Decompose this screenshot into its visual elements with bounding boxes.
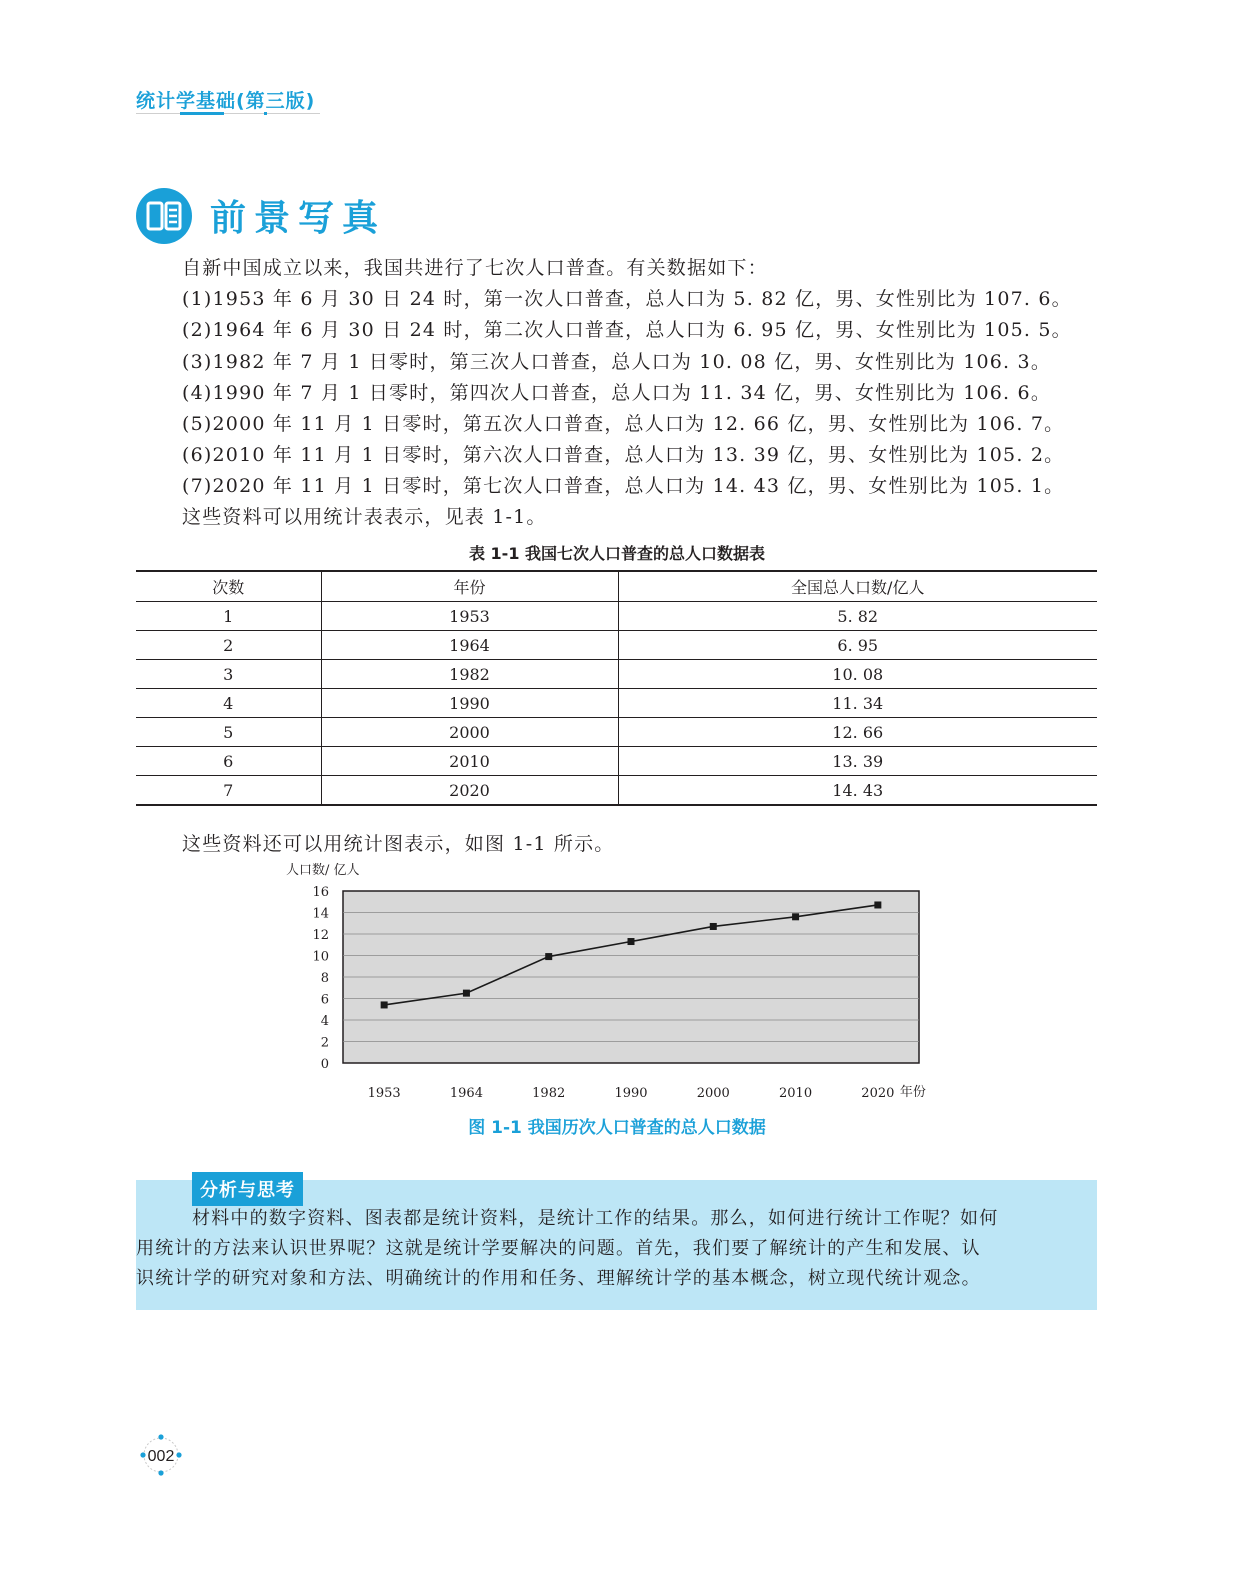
page-number-dot [158, 1434, 163, 1439]
census-table [136, 570, 1097, 806]
table-row [136, 660, 1097, 689]
title-underline-dot [264, 112, 267, 115]
table-row [136, 718, 1097, 747]
y-tick-label: 8 [320, 971, 329, 986]
census-item-6: (6)2010 年 11 月 1 日零时，第六次人口普查，总人口为 13. 39 亿，男、女性别比为 105. 2。 [182, 444, 1065, 466]
table-row [136, 631, 1097, 660]
x-tick-label: 1964 [449, 1086, 483, 1101]
table-cell: 1 [136, 602, 321, 631]
page-number-badge [140, 1434, 182, 1476]
table-row [136, 776, 1097, 806]
section-title: 前景写真 [210, 198, 387, 239]
y-tick-label: 4 [320, 1014, 329, 1029]
y-tick-label: 0 [320, 1057, 329, 1072]
x-tick-label: 1990 [614, 1086, 648, 1101]
column-header-count: 次数 [136, 571, 321, 602]
analysis-line-3: 识统计学的研究对象和方法、明确统计的作用和任务、理解统计学的基本概念，树立现代统计观念。 [136, 1268, 981, 1289]
data-point [710, 923, 717, 930]
data-point [792, 913, 799, 920]
table-cell: 2000 [321, 718, 618, 747]
population-line-chart [270, 858, 970, 1108]
page-number: 002 [147, 1448, 175, 1465]
y-tick-label: 2 [320, 1035, 329, 1051]
page-number-dot [158, 1470, 163, 1475]
table-cell: 1990 [321, 689, 618, 718]
y-tick-label: 10 [312, 949, 329, 965]
y-axis-label: 人口数/ 亿人 [286, 863, 360, 878]
analysis-box [136, 1180, 1097, 1310]
table-cell: 2020 [321, 776, 618, 806]
table-caption: 表 1-1 我国七次人口普查的总人口数据表 [468, 544, 766, 563]
data-point [545, 953, 552, 960]
intro-lead: 自新中国成立以来，我国共进行了七次人口普查。有关数据如下： [182, 257, 768, 279]
analysis-tag: 分析与思考 [192, 1172, 303, 1206]
census-item-1: (1)1953 年 6 月 30 日 24 时，第一次人口普查，总人口为 5. 82 亿，男、女性别比为 107. 6。 [182, 288, 1072, 310]
census-item-4: (4)1990 年 7 月 1 日零时，第四次人口普查，总人口为 11. 34 亿，男、女性别比为 106. 6。 [182, 382, 1052, 404]
x-tick-label: 1982 [532, 1086, 566, 1101]
data-point [381, 1001, 388, 1008]
data-point [628, 938, 635, 945]
table-cell: 7 [136, 776, 321, 806]
chart-reference: 这些资料还可以用统计图表示，如图 1-1 所示。 [182, 833, 615, 855]
y-tick-label: 14 [312, 906, 329, 922]
table-cell: 11. 34 [618, 689, 1097, 718]
data-point [463, 990, 470, 997]
table-row [136, 689, 1097, 718]
table-cell: 6 [136, 747, 321, 776]
table-cell: 12. 66 [618, 718, 1097, 747]
table-cell: 1964 [321, 631, 618, 660]
table-row [136, 747, 1097, 776]
table-cell: 13. 39 [618, 747, 1097, 776]
x-axis-label: 年份 [899, 1085, 926, 1100]
analysis-line-1: 材料中的数字资料、图表都是统计资料，是统计工作的结果。那么，如何进行统计工作呢？如何 [192, 1208, 999, 1229]
census-item-3: (3)1982 年 7 月 1 日零时，第三次人口普查，总人口为 10. 08 亿，男、女性别比为 106. 3。 [182, 351, 1052, 373]
table-cell: 2010 [321, 747, 618, 776]
data-point [874, 901, 881, 908]
table-cell: 2 [136, 631, 321, 660]
table-header-row [136, 571, 1097, 602]
page-number-dot [176, 1452, 181, 1457]
census-item-5: (5)2000 年 11 月 1 日零时，第五次人口普查，总人口为 12. 66 亿，男、女性别比为 106. 7。 [182, 413, 1065, 435]
table-cell: 5 [136, 718, 321, 747]
x-tick-label: 2010 [779, 1086, 813, 1101]
x-tick-label: 2000 [696, 1086, 730, 1101]
table-cell: 4 [136, 689, 321, 718]
census-item-2: (2)1964 年 6 月 30 日 24 时，第二次人口普查，总人口为 6. 95 亿，男、女性别比为 105. 5。 [182, 319, 1072, 341]
column-header-year: 年份 [321, 571, 618, 602]
x-tick-label: 2020 [861, 1086, 895, 1101]
table-cell: 10. 08 [618, 660, 1097, 689]
analysis-line-2: 用统计的方法来认识世界呢？这就是统计学要解决的问题。首先，我们要了解统计的产生和发展、认 [136, 1238, 981, 1259]
column-header-population: 全国总人口数/亿人 [618, 571, 1097, 602]
y-tick-label: 6 [320, 992, 329, 1008]
open-book-icon [136, 188, 192, 244]
x-tick-label: 1953 [367, 1086, 401, 1101]
y-tick-label: 12 [312, 928, 329, 943]
table-reference: 这些资料可以用统计表表示，见表 1-1。 [182, 506, 547, 528]
table-cell: 1982 [321, 660, 618, 689]
y-tick-label: 16 [312, 885, 329, 900]
title-underline-accent [180, 112, 224, 115]
table-cell: 3 [136, 660, 321, 689]
table-cell: 5. 82 [618, 602, 1097, 631]
title-underline [136, 113, 320, 114]
chart-caption: 图 1-1 我国历次人口普查的总人口数据 [468, 1118, 766, 1138]
table-cell: 14. 43 [618, 776, 1097, 806]
census-item-7: (7)2020 年 11 月 1 日零时，第七次人口普查，总人口为 14. 43 亿，男、女性别比为 105. 1。 [182, 475, 1065, 497]
table-row [136, 602, 1097, 631]
table-cell: 1953 [321, 602, 618, 631]
table-cell: 6. 95 [618, 631, 1097, 660]
book-title: 统计学基础(第三版) [136, 90, 316, 112]
page-number-dot [140, 1452, 145, 1457]
